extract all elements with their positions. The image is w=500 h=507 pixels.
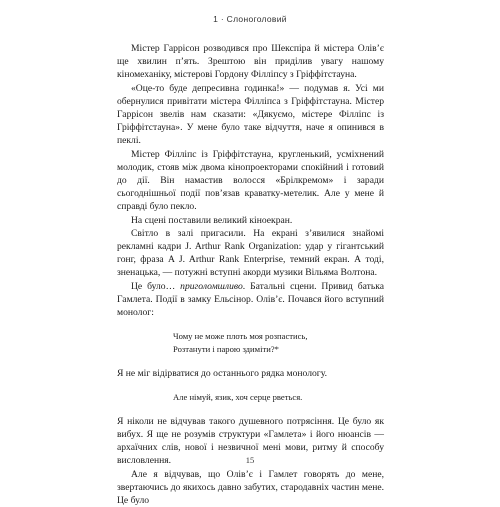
- paragraph-text: . Батальні сцени. Привид батька Гамлета. Події в замку Ельсінор. Олів’є. Почався його вступний монолог:: [117, 280, 384, 319]
- running-header: 1 · Слоноголовий: [213, 14, 287, 24]
- paragraph: Я не міг відірватися до останнього рядка монологу.: [117, 367, 327, 379]
- page-body: [117, 42, 384, 507]
- paragraph: «Оце-то буде депресивна годинка!» — подумав я. Усі ми обернулися привітати містера Філліпса з Гріффітстауна. Містер Гаррісон звелів нам сказати: «Дякуємо, містере Філліпс із Гріффітстауна». У мене було таке відчуття, наче я опинився в пеклі.: [117, 82, 384, 147]
- paragraph-text: Це було…: [131, 280, 181, 292]
- paragraph: Але я відчував, що Олів’є і Гамлет говорять до мене, звертаючись до якихось давно забутих, стародавніх частин мене. Це було: [117, 468, 384, 507]
- verse-line: Але німуй, язик, хоч серце рветься.: [173, 392, 303, 403]
- paragraph: [117, 280, 384, 320]
- verse-line: Чому не може плоть моя розпастись,: [173, 331, 308, 342]
- page-number: 15: [245, 455, 255, 465]
- paragraph: Світло в залі пригасили. На екрані з’явилися знайомі рекламні кадри J. Arthur Rank Organization: удар у гігантський гонг, фраза A J. Arthur Rank Enterprise, темний екран. А тоді, зненацька, — потужні вступні акорди музики Вільяма Волтона.: [117, 227, 384, 279]
- verse-line: Розтанути і парою здиміти?*: [173, 344, 279, 355]
- paragraph: Містер Філліпс із Гріффітстауна, кругленький, усміхнений молодик, стояв між двома кінопроекторами спокійний і готовий до дії. Він намастив волосся «Брілкремом» і заради сьогоднішньої події пов’язав краватку-метелик. Але у мене й справді було пекло.: [117, 148, 384, 213]
- paragraph: На сцені поставили великий кіноекран.: [131, 214, 293, 226]
- paragraph: Містер Гаррісон розводився про Шекспіра й містера Олів’є ще хвилин п’ять. Зрештою він приділив увагу нашому кіномеханіку, містерові Гордону Філліпсу з Гріффітстауна.: [117, 43, 384, 81]
- paragraph: Я ніколи не відчував такого душевного потрясіння. Це було як вибух. Я ще не розумів структури «Гамлета» і його нюансів — архаїчних слів, нової і незвичної мені мови, ритму й способу висловлення.: [117, 415, 384, 467]
- emphasis-text: приголомшливо: [180, 280, 243, 292]
